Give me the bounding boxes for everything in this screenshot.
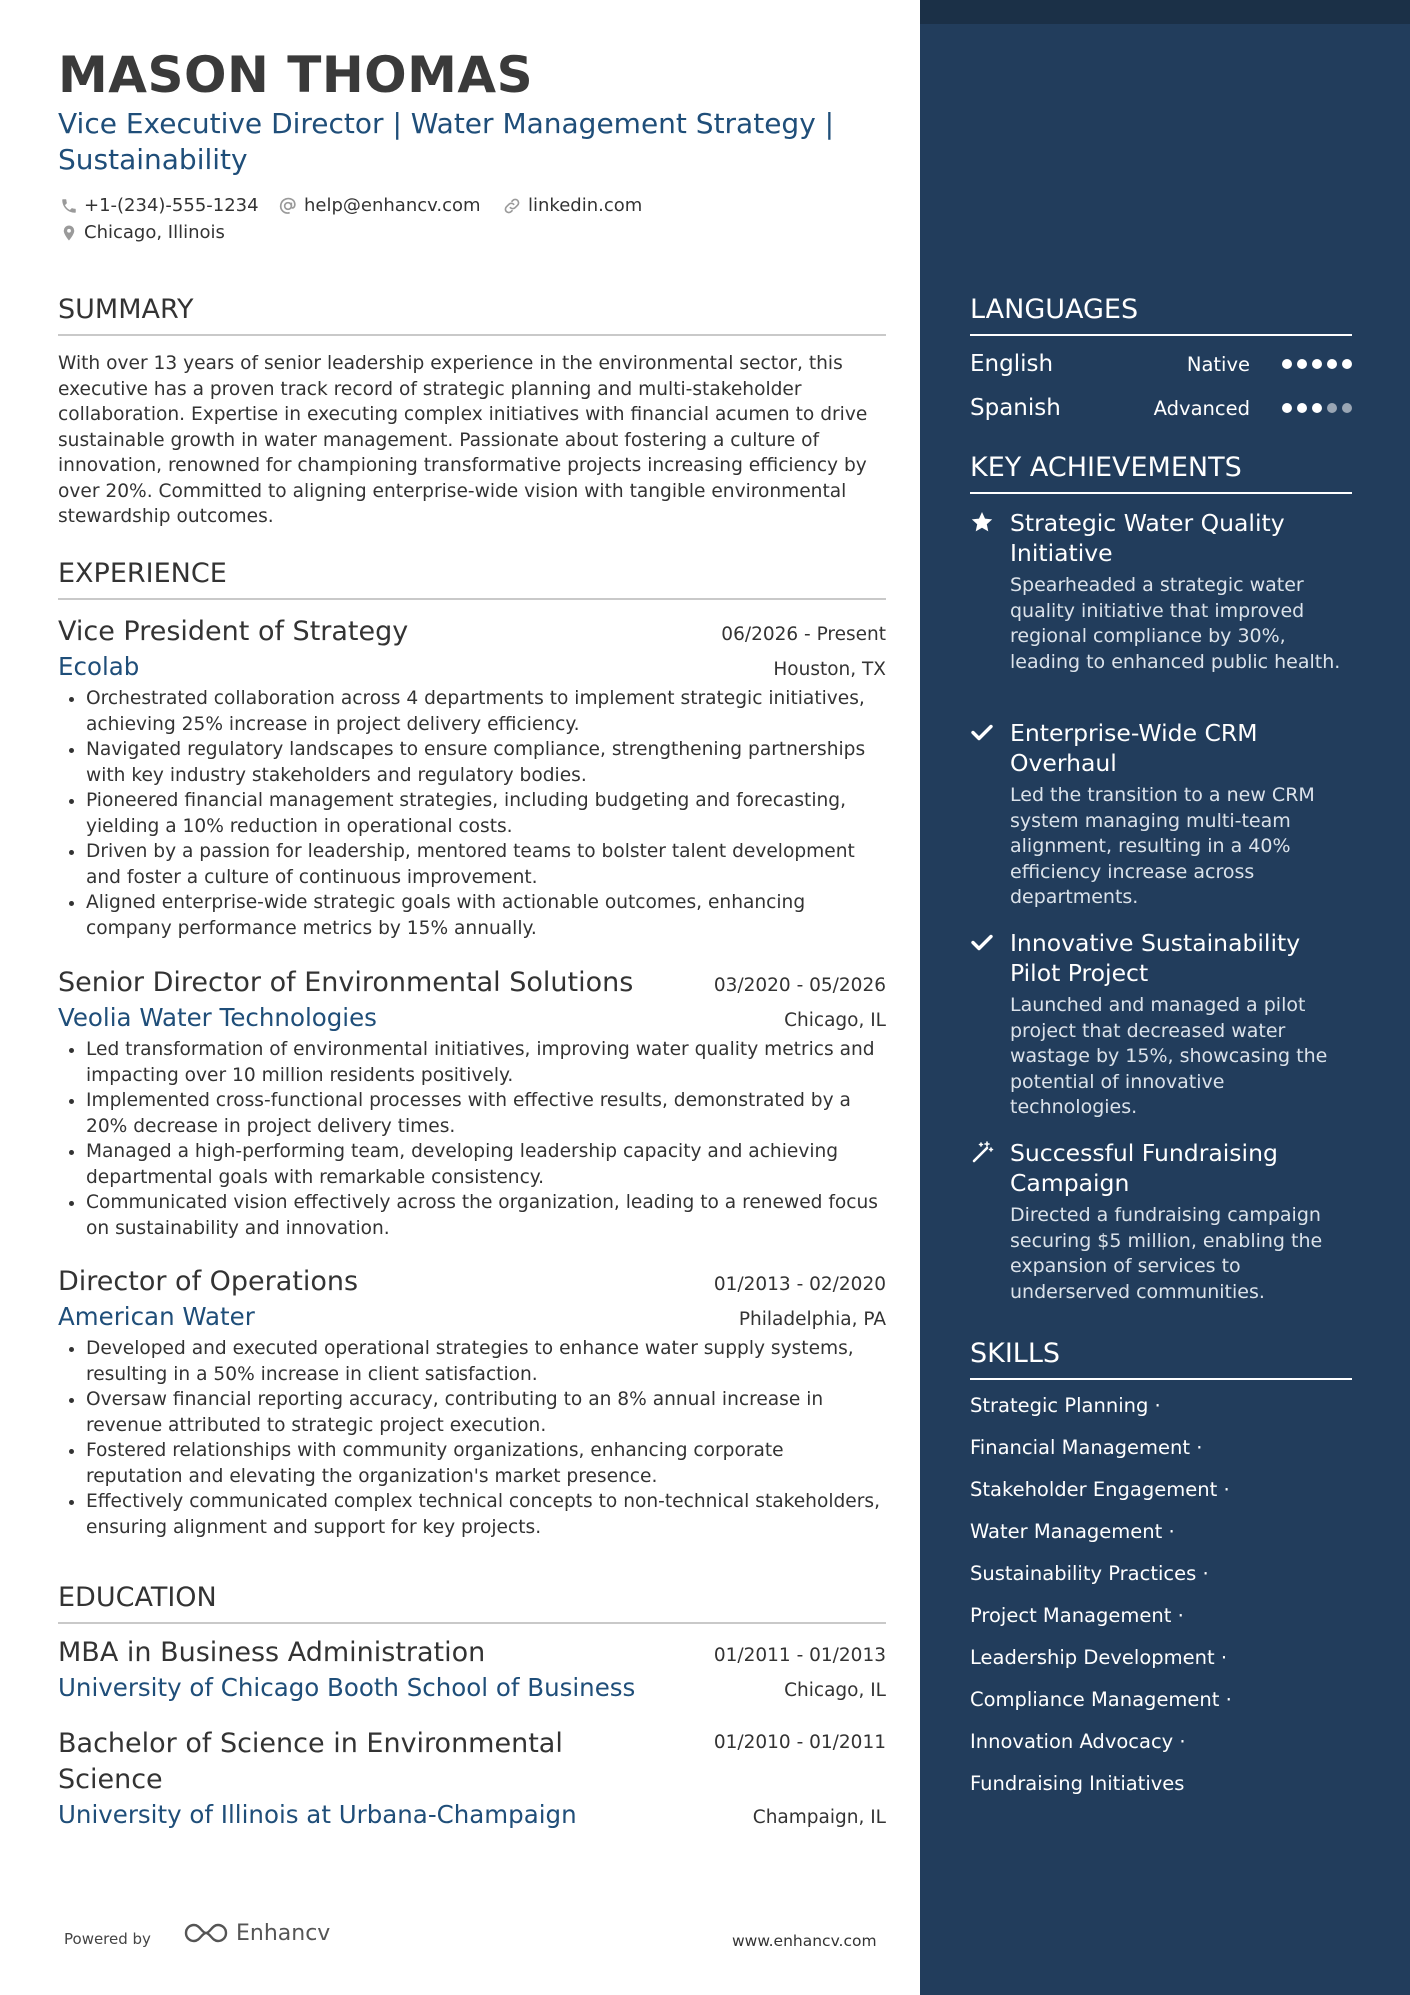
job-bullet: • Fostered relationships with community organizations, enhancing corporate reputation and elevating the organization's market presence. xyxy=(86,1438,886,1489)
enhancv-logo[interactable] xyxy=(182,1920,330,1946)
languages-heading: LANGUAGES xyxy=(970,292,1352,336)
check-icon xyxy=(970,720,994,744)
job-role: Vice President of Strategy xyxy=(58,616,409,647)
magic-wand-icon xyxy=(970,1140,994,1164)
rating-dot xyxy=(1342,359,1352,369)
edu-location: Chicago, IL xyxy=(784,1680,886,1701)
rating-dot xyxy=(1312,403,1322,413)
edu-school: University of Illinois at Urbana-Champaign xyxy=(58,1800,577,1829)
email-text: help@enhancv.com xyxy=(304,195,481,216)
language-rating xyxy=(1282,359,1352,369)
phone-contact[interactable] xyxy=(60,194,259,218)
job-company: American Water xyxy=(58,1302,255,1331)
job-bullet: • Managed a high-performing team, developing leadership capacity and achieving departmental goals with remarkable consistency. xyxy=(86,1139,886,1190)
job-bullets xyxy=(58,686,886,941)
job-bullets xyxy=(58,1336,886,1540)
skill-item: Stakeholder Engagement · xyxy=(970,1478,1230,1501)
achievement-title: Strategic Water Quality Initiative xyxy=(1010,509,1285,567)
link-icon xyxy=(502,196,522,216)
achievement-item xyxy=(970,928,1352,1121)
edu-degree: MBA in Business Administration xyxy=(58,1637,486,1668)
location-pin-icon xyxy=(60,224,78,242)
at-icon xyxy=(278,196,298,216)
job-bullet: • Aligned enterprise-wide strategic goals with actionable outcomes, enhancing company performance metrics by 15% annually. xyxy=(86,890,886,941)
achievement-title: Enterprise-Wide CRM Overhaul xyxy=(1010,719,1258,777)
rating-dot xyxy=(1327,403,1337,413)
job-bullet: • Pioneered financial management strategies, including budgeting and forecasting, yielding a 10% reduction in operational costs. xyxy=(86,788,886,839)
skill-item: Innovation Advocacy · xyxy=(970,1730,1186,1753)
star-icon xyxy=(970,510,994,534)
enhancv-logo-text: Enhancv xyxy=(236,1920,331,1946)
skills-heading: SKILLS xyxy=(970,1336,1352,1380)
achievement-desc: Led the transition to a new CRM system managing multi-team alignment, resulting in a 40% efficiency increase across departments. xyxy=(1010,784,1315,908)
footer-powered-by: Powered by xyxy=(64,1930,151,1948)
job-bullets xyxy=(58,1037,886,1241)
linkedin-contact[interactable] xyxy=(502,194,642,218)
job-dates: 06/2026 - Present xyxy=(721,624,886,645)
achievement-desc: Spearheaded a strategic water quality initiative that improved regional compliance by 30%, leading to enhanced public health. xyxy=(1010,574,1341,673)
job-role: Director of Operations xyxy=(58,1266,359,1297)
edu-dates: 01/2010 - 01/2011 xyxy=(713,1732,886,1753)
job-bullet: • Effectively communicated complex technical concepts to non-technical stakeholders, ensuring alignment and support for key projects. xyxy=(86,1489,886,1540)
edu-location: Champaign, IL xyxy=(752,1807,886,1828)
language-name: English xyxy=(970,351,1054,377)
job-company: Veolia Water Technologies xyxy=(58,1003,377,1032)
achievement-title: Innovative Sustainability Pilot Project xyxy=(1010,929,1301,987)
education-entry xyxy=(58,1726,886,1832)
achievement-item xyxy=(970,508,1352,675)
language-level: Native xyxy=(1186,352,1250,376)
experience-heading: EXPERIENCE xyxy=(58,556,886,600)
job-entry xyxy=(58,1264,886,1540)
skill-item: Strategic Planning · xyxy=(970,1394,1161,1417)
rating-dot xyxy=(1327,359,1337,369)
sidebar xyxy=(920,0,1410,1995)
candidate-title: Vice Executive Director | Water Management Strategy | Sustainability xyxy=(58,107,835,176)
rating-dot xyxy=(1282,403,1292,413)
candidate-name: MASON THOMAS xyxy=(58,46,534,104)
footer-url[interactable]: www.enhancv.com xyxy=(732,1932,877,1950)
skill-item: Water Management · xyxy=(970,1520,1175,1543)
job-dates: 01/2013 - 02/2020 xyxy=(713,1274,886,1295)
rating-dot xyxy=(1297,359,1307,369)
rating-dot xyxy=(1282,359,1292,369)
job-entry xyxy=(58,614,886,941)
enhancv-logo-icon xyxy=(182,1920,230,1946)
achievement-item xyxy=(970,1138,1352,1305)
job-company: Ecolab xyxy=(58,652,140,681)
education-entry xyxy=(58,1635,886,1705)
job-bullet: • Driven by a passion for leadership, mentored teams to bolster talent development and foster a culture of continuous improvement. xyxy=(86,839,886,890)
language-name: Spanish xyxy=(970,395,1061,421)
job-bullet: • Developed and executed operational strategies to enhance water supply systems, resulting in a 50% increase in client satisfaction. xyxy=(86,1336,886,1387)
language-level: Advanced xyxy=(1153,396,1250,420)
job-bullet: • Oversaw financial reporting accuracy, contributing to an 8% annual increase in revenue attributed to strategic project execution. xyxy=(86,1387,886,1438)
skill-item: Sustainability Practices · xyxy=(970,1562,1209,1585)
summary-text: With over 13 years of senior leadership experience in the environmental sector, this executive has a proven track record of strategic planning and multi-stakeholder collaboration. Expertise in executing complex initiatives with financial acumen to drive sustainable growth in water management. Passionate about fostering a culture of innovation, renowned for championing transformative projects increasing efficiency by over 20%. Committed to aligning enterprise-wide vision with tangible environmental stewardship outcomes. xyxy=(58,353,868,527)
email-contact[interactable] xyxy=(278,194,481,218)
job-location: Philadelphia, PA xyxy=(738,1309,886,1330)
skill-item: Fundraising Initiatives xyxy=(970,1772,1185,1795)
achievement-item xyxy=(970,718,1352,911)
job-bullet: • Implemented cross-functional processes with effective results, demonstrated by a 20% decrease in project delivery times. xyxy=(86,1088,886,1139)
language-rating xyxy=(1282,403,1352,413)
language-item xyxy=(970,392,1352,424)
job-entry xyxy=(58,965,886,1241)
rating-dot xyxy=(1312,359,1322,369)
job-bullet: • Led transformation of environmental initiatives, improving water quality metrics and impacting over 10 million residents positively. xyxy=(86,1037,886,1088)
job-dates: 03/2020 - 05/2026 xyxy=(713,975,886,996)
skill-item: Project Management · xyxy=(970,1604,1184,1627)
rating-dot xyxy=(1297,403,1307,413)
job-bullet: • Navigated regulatory landscapes to ensure compliance, strengthening partnerships with key industry stakeholders and regulatory bodies. xyxy=(86,737,886,788)
job-location: Chicago, IL xyxy=(784,1010,886,1031)
skill-item: Compliance Management · xyxy=(970,1688,1232,1711)
edu-dates: 01/2011 - 01/2013 xyxy=(713,1645,886,1666)
summary-heading: SUMMARY xyxy=(58,292,886,336)
phone-text: +1-(234)-555-1234 xyxy=(84,195,259,216)
education-heading: EDUCATION xyxy=(58,1580,886,1624)
job-bullet: • Communicated vision effectively across the organization, leading to a renewed focus on sustainability and innovation. xyxy=(86,1190,886,1241)
sidebar-top-strip xyxy=(920,0,1410,24)
edu-school: University of Chicago Booth School of Business xyxy=(58,1673,636,1702)
linkedin-text: linkedin.com xyxy=(528,195,643,216)
achievement-title: Successful Fundraising Campaign xyxy=(1010,1139,1278,1197)
phone-icon xyxy=(60,197,78,215)
location-contact xyxy=(60,221,225,245)
check-icon xyxy=(970,930,994,954)
achievement-desc: Directed a fundraising campaign securing $5 million, enabling the expansion of services to underserved communities. xyxy=(1010,1204,1323,1303)
skill-item: Financial Management · xyxy=(970,1436,1203,1459)
language-item xyxy=(970,348,1352,380)
achievement-desc: Launched and managed a pilot project that decreased water wastage by 15%, showcasing the potential of innovative technologies. xyxy=(1010,994,1328,1118)
skill-item: Leadership Development · xyxy=(970,1646,1228,1669)
job-location: Houston, TX xyxy=(773,659,886,680)
job-bullet: • Orchestrated collaboration across 4 departments to implement strategic initiatives, achieving 25% increase in project delivery efficiency. xyxy=(86,686,886,737)
job-role: Senior Director of Environmental Solutions xyxy=(58,967,634,998)
achievements-heading: KEY ACHIEVEMENTS xyxy=(970,450,1352,494)
edu-degree: Bachelor of Science in Environmental Science xyxy=(58,1728,563,1795)
location-text: Chicago, Illinois xyxy=(84,222,225,243)
rating-dot xyxy=(1342,403,1352,413)
